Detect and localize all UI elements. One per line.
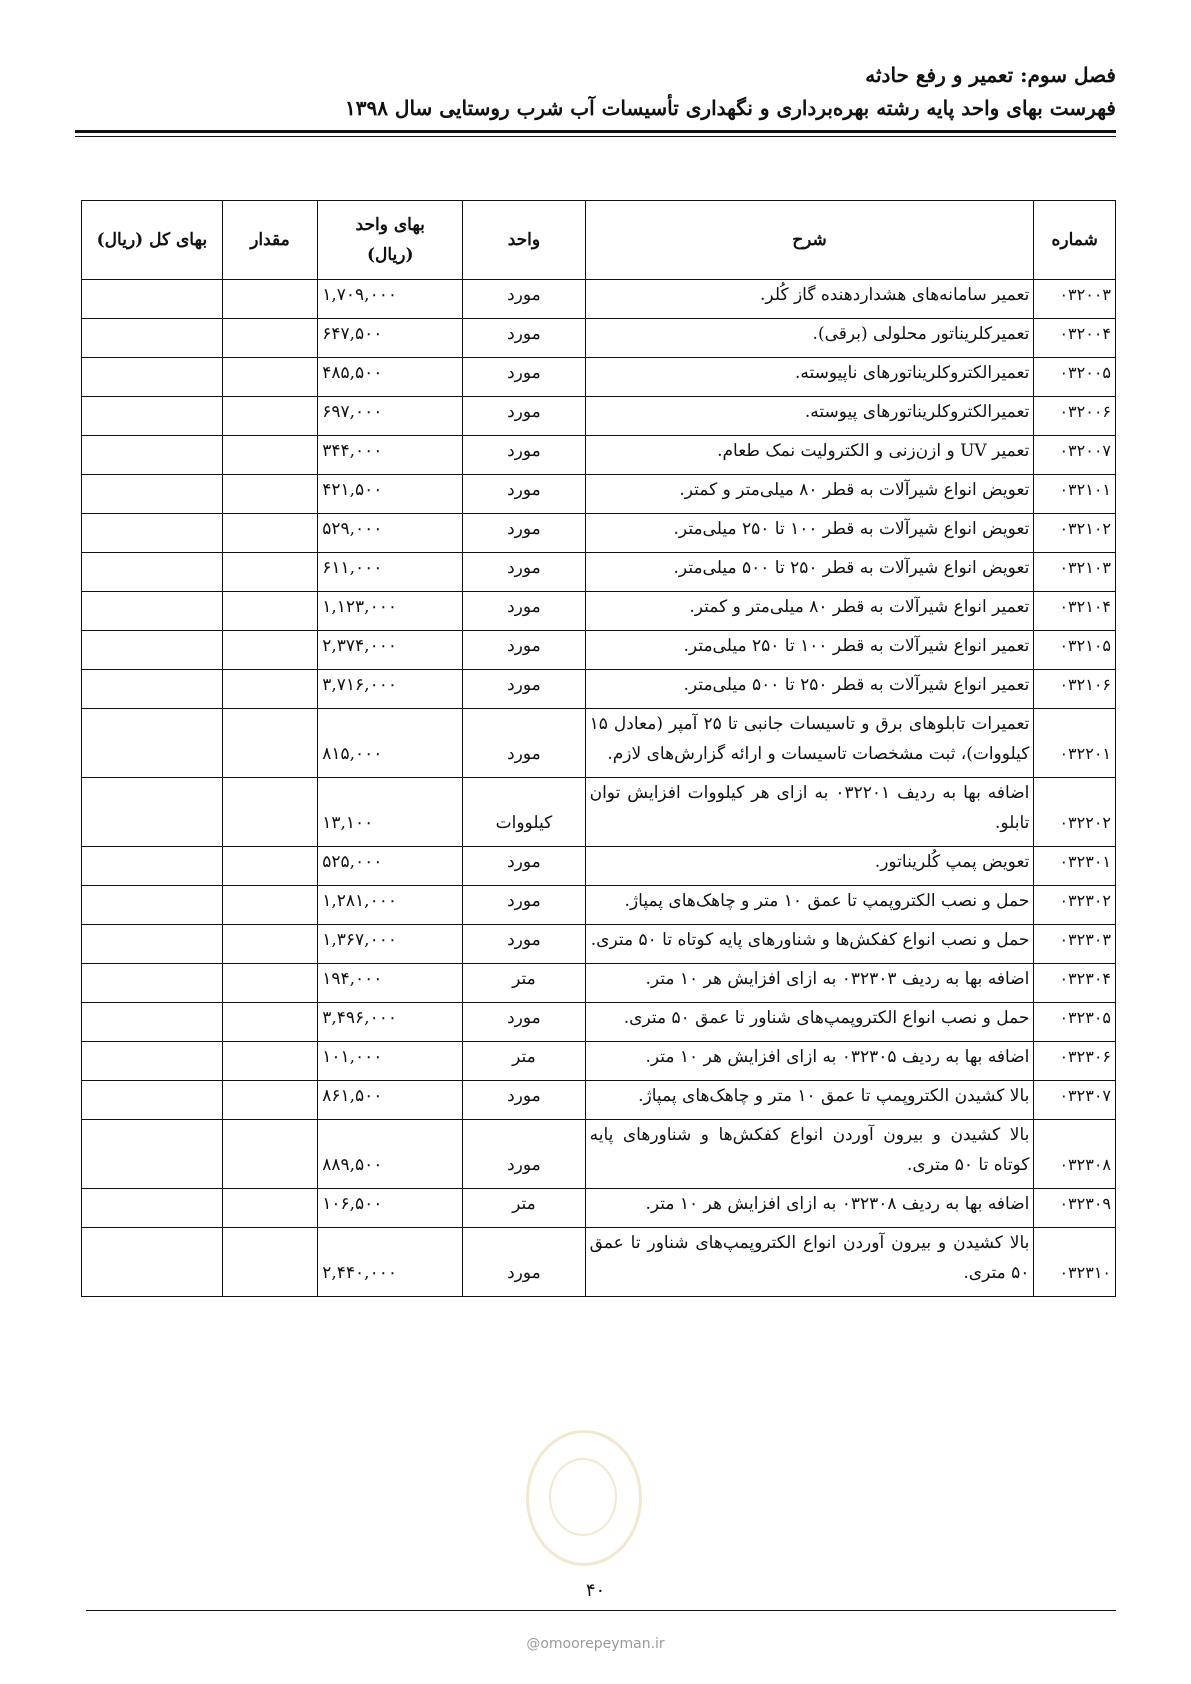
row-description: بالا کشیدن و بیرون آوردن انواع الکتروپمپ‌های شناور تا عمق ۵۰ متری. [585,1228,1034,1297]
row-quantity [222,1042,318,1081]
table-row [82,886,1116,925]
row-unit-price: ۲,۳۷۴,۰۰۰ [318,631,463,670]
table-row [82,553,1116,592]
row-unit-price: ۴۲۱,۵۰۰ [318,475,463,514]
table-row [82,847,1116,886]
row-quantity [222,1081,318,1120]
row-unit-price: ۴۸۵,۵۰۰ [318,358,463,397]
row-code: ۰۳۲۰۰۶ [1034,397,1116,436]
row-description: اضافه بها به ردیف ۰۳۲۳۰۵ به ازای افزایش هر ۱۰ متر. [585,1042,1034,1081]
table-row [82,1081,1116,1120]
row-total-price [82,397,223,436]
row-quantity [222,514,318,553]
row-description: تعمیر انواع شیرآلات به قطر ۸۰ میلی‌متر و کمتر. [585,592,1034,631]
row-unit-price: ۱,۲۸۱,۰۰۰ [318,886,463,925]
header-quantity: مقدار [222,201,318,280]
row-quantity [222,778,318,847]
row-quantity [222,592,318,631]
table-row [82,514,1116,553]
header-unit-price-line2: (ریال) [366,245,414,265]
row-unit: متر [463,964,585,1003]
row-unit: متر [463,1042,585,1081]
row-code: ۰۳۲۱۰۲ [1034,514,1116,553]
table-row [82,1042,1116,1081]
row-unit-price: ۲,۴۴۰,۰۰۰ [318,1228,463,1297]
row-code: ۰۳۲۳۰۷ [1034,1081,1116,1120]
row-description: حمل و نصب انواع کفکش‌ها و شناورهای پایه کوتاه تا ۵۰ متری. [585,925,1034,964]
table-row [82,436,1116,475]
row-unit: مورد [463,709,585,778]
row-unit: مورد [463,553,585,592]
row-unit-price: ۸۱۵,۰۰۰ [318,709,463,778]
row-unit-price: ۳۴۴,۰۰۰ [318,436,463,475]
row-code: ۰۳۲۱۰۶ [1034,670,1116,709]
price-list-table [81,200,1116,1297]
row-unit: مورد [463,631,585,670]
table-row [82,778,1116,847]
row-total-price [82,436,223,475]
row-unit: مورد [463,1120,585,1189]
row-description: تعمیرالکتروکلریناتورهای ناپیوسته. [585,358,1034,397]
row-code: ۰۳۲۳۰۴ [1034,964,1116,1003]
row-description: بالا کشیدن و بیرون آوردن انواع کفکش‌ها و شناورهای پایه کوتاه تا ۵۰ متری. [585,1120,1034,1189]
row-code: ۰۳۲۰۰۴ [1034,319,1116,358]
row-description: تعویض پمپ کُلریناتور. [585,847,1034,886]
row-code: ۰۳۲۲۰۱ [1034,709,1116,778]
row-quantity [222,964,318,1003]
table-row [82,1189,1116,1228]
header-unit-price [318,201,463,280]
header-rule-thin [75,136,1116,137]
watermark-seal [526,1430,642,1566]
row-total-price [82,1120,223,1189]
row-unit-price: ۸۸۹,۵۰۰ [318,1120,463,1189]
row-total-price [82,592,223,631]
row-quantity [222,1189,318,1228]
row-code: ۰۳۲۳۰۹ [1034,1189,1116,1228]
row-description: بالا کشیدن الکتروپمپ تا عمق ۱۰ متر و چاهک‌های پمپاژ. [585,1081,1034,1120]
table-row [82,1228,1116,1297]
row-quantity [222,709,318,778]
row-unit: مورد [463,436,585,475]
row-unit: مورد [463,925,585,964]
row-unit-price: ۱,۷۰۹,۰۰۰ [318,280,463,319]
row-code: ۰۳۲۱۰۳ [1034,553,1116,592]
row-quantity [222,1003,318,1042]
row-quantity [222,319,318,358]
table-row [82,631,1116,670]
row-unit-price: ۱,۱۲۳,۰۰۰ [318,592,463,631]
row-quantity [222,1228,318,1297]
row-total-price [82,1003,223,1042]
row-unit-price: ۱,۳۶۷,۰۰۰ [318,925,463,964]
row-code: ۰۳۲۰۰۳ [1034,280,1116,319]
row-unit: مورد [463,280,585,319]
table-row [82,475,1116,514]
row-quantity [222,358,318,397]
row-total-price [82,1081,223,1120]
footer-rule [86,1610,1116,1611]
header-total-price: بهای کل (ریال) [82,201,223,280]
table-row [82,709,1116,778]
row-unit-price: ۱۳,۱۰۰ [318,778,463,847]
row-quantity [222,670,318,709]
row-code: ۰۳۲۳۰۵ [1034,1003,1116,1042]
row-description: تعویض انواع شیرآلات به قطر ۱۰۰ تا ۲۵۰ میلی‌متر. [585,514,1034,553]
row-description: تعمیرات تابلوهای برق و تاسیسات جانبی تا ۲۵ آمپر (معادل ۱۵ کیلووات)، ثبت مشخصات تاسیسات و ارائه گزارش‌های لازم. [585,709,1034,778]
row-description: تعویض انواع شیرآلات به قطر ۲۵۰ تا ۵۰۰ میلی‌متر. [585,553,1034,592]
header-code: شماره [1034,201,1116,280]
table-header-row [82,201,1116,280]
row-unit: مورد [463,670,585,709]
row-description: تعمیر UV و ازن‌زنی و الکترولیت نمک طعام. [585,436,1034,475]
row-code: ۰۳۲۱۰۵ [1034,631,1116,670]
row-total-price [82,319,223,358]
row-code: ۰۳۲۱۰۴ [1034,592,1116,631]
row-unit: مورد [463,847,585,886]
watermark-seal-inner [549,1458,617,1536]
row-unit: مورد [463,592,585,631]
header-unit: واحد [463,201,585,280]
row-code: ۰۳۲۰۰۵ [1034,358,1116,397]
row-unit: کیلووات [463,778,585,847]
row-description: حمل و نصب الکتروپمپ تا عمق ۱۰ متر و چاهک‌های پمپاژ. [585,886,1034,925]
row-code: ۰۳۲۳۰۲ [1034,886,1116,925]
row-quantity [222,397,318,436]
row-unit-price: ۵۲۹,۰۰۰ [318,514,463,553]
row-total-price [82,631,223,670]
row-total-price [82,886,223,925]
row-total-price [82,1228,223,1297]
table-row [82,319,1116,358]
row-total-price [82,670,223,709]
table-row [82,592,1116,631]
row-quantity [222,553,318,592]
document-subtitle: فهرست بهای واحد پایه رشته بهره‌برداری و نگهداری تأسیسات آب شرب روستایی سال ۱۳۹۸ [344,96,1116,120]
row-description: تعمیرالکتروکلریناتورهای پیوسته. [585,397,1034,436]
table-row [82,397,1116,436]
row-unit-price: ۱۹۴,۰۰۰ [318,964,463,1003]
table-row [82,358,1116,397]
table-row [82,670,1116,709]
row-description: تعمیر انواع شیرآلات به قطر ۲۵۰ تا ۵۰۰ میلی‌متر. [585,670,1034,709]
row-quantity [222,631,318,670]
row-unit: مورد [463,358,585,397]
table-row [82,1120,1116,1189]
row-unit: مورد [463,1003,585,1042]
row-description: حمل و نصب انواع الکتروپمپ‌های شناور تا عمق ۵۰ متری. [585,1003,1034,1042]
row-description: تعمیرکلریناتور محلولی (برقی). [585,319,1034,358]
row-unit-price: ۶۴۷,۵۰۰ [318,319,463,358]
header-description: شرح [585,201,1034,280]
table-row [82,280,1116,319]
row-unit-price: ۳,۷۱۶,۰۰۰ [318,670,463,709]
page-header [76,58,1116,124]
row-code: ۰۳۲۳۰۳ [1034,925,1116,964]
row-description: اضافه بها به ردیف ۰۳۲۲۰۱ به ازای هر کیلووات افزایش توان تابلو. [585,778,1034,847]
row-total-price [82,358,223,397]
row-unit: مورد [463,1081,585,1120]
row-unit: مورد [463,475,585,514]
row-code: ۰۳۲۳۰۸ [1034,1120,1116,1189]
row-total-price [82,964,223,1003]
row-description: اضافه بها به ردیف ۰۳۲۳۰۳ به ازای افزایش هر ۱۰ متر. [585,964,1034,1003]
row-code: ۰۳۲۳۰۱ [1034,847,1116,886]
row-quantity [222,436,318,475]
row-total-price [82,1042,223,1081]
row-code: ۰۳۲۲۰۲ [1034,778,1116,847]
row-total-price [82,553,223,592]
row-unit: مورد [463,1228,585,1297]
row-unit: مورد [463,319,585,358]
table-row [82,925,1116,964]
row-total-price [82,709,223,778]
row-total-price [82,280,223,319]
row-total-price [82,925,223,964]
row-unit: مورد [463,886,585,925]
row-quantity [222,1120,318,1189]
row-code: ۰۳۲۳۰۶ [1034,1042,1116,1081]
row-total-price [82,778,223,847]
row-code: ۰۳۲۱۰۱ [1034,475,1116,514]
row-unit-price: ۱۰۶,۵۰۰ [318,1189,463,1228]
site-watermark: @omoorepeyman.ir [526,1636,665,1652]
page-number: ۴۰ [585,1580,606,1601]
row-quantity [222,280,318,319]
row-code: ۰۳۲۳۱۰ [1034,1228,1116,1297]
row-quantity [222,847,318,886]
row-unit-price: ۸۶۱,۵۰۰ [318,1081,463,1120]
row-unit-price: ۳,۴۹۶,۰۰۰ [318,1003,463,1042]
row-total-price [82,1189,223,1228]
row-total-price [82,514,223,553]
header-unit-price-line1: بهای واحد [355,215,425,235]
table-row [82,1003,1116,1042]
row-unit-price: ۶۱۱,۰۰۰ [318,553,463,592]
row-total-price [82,847,223,886]
chapter-title: فصل سوم: تعمیر و رفع حادثه [865,63,1116,87]
row-quantity [222,925,318,964]
row-description: تعویض انواع شیرآلات به قطر ۸۰ میلی‌متر و کمتر. [585,475,1034,514]
row-description: تعمیر انواع شیرآلات به قطر ۱۰۰ تا ۲۵۰ میلی‌متر. [585,631,1034,670]
row-unit-price: ۶۹۷,۰۰۰ [318,397,463,436]
row-description: اضافه بها به ردیف ۰۳۲۳۰۸ به ازای افزایش هر ۱۰ متر. [585,1189,1034,1228]
header-rule-thick [75,130,1116,133]
row-unit: مورد [463,397,585,436]
row-quantity [222,886,318,925]
row-description: تعمیر سامانه‌های هشداردهنده گاز کُلر. [585,280,1034,319]
table-body [82,280,1116,1297]
row-unit: متر [463,1189,585,1228]
row-unit-price: ۵۲۵,۰۰۰ [318,847,463,886]
row-unit: مورد [463,514,585,553]
row-code: ۰۳۲۰۰۷ [1034,436,1116,475]
row-quantity [222,475,318,514]
row-total-price [82,475,223,514]
row-unit-price: ۱۰۱,۰۰۰ [318,1042,463,1081]
table-row [82,964,1116,1003]
